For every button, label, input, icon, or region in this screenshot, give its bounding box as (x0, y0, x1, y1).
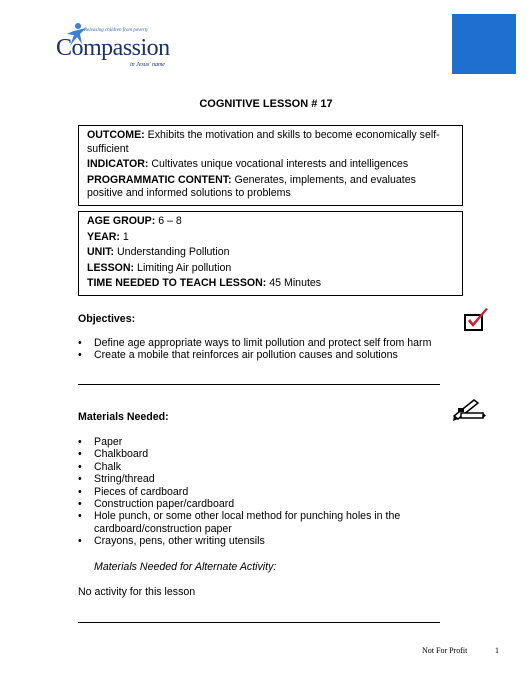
lesson-value: Limiting Air pollution (137, 261, 232, 274)
materials-heading: Materials Needed: (78, 411, 169, 423)
list-item: • Hole punch, or some other local method for punching holes in the cardboard/construction paper (78, 510, 423, 535)
list-item: • Crayons, pens, other writing utensils (78, 535, 423, 547)
list-item: • Create a mobile that reinforces air pollution causes and solutions (78, 349, 438, 361)
checkbox-check-icon (464, 308, 490, 332)
list-item: • Chalk (78, 461, 423, 473)
year-label: YEAR: (87, 230, 120, 243)
logo-tagline: Releasing children from poverty (84, 28, 149, 33)
outcome-text: Exhibits the motivation and skills to become economically self-sufficient (87, 129, 440, 155)
objectives-list (78, 337, 438, 362)
year-value: 1 (122, 230, 129, 243)
list-item: • Pieces of cardboard (78, 486, 423, 498)
pencil-crayon-icon (452, 398, 486, 422)
age-value: 6 – 8 (158, 215, 182, 227)
objectives-heading: Objectives: (78, 313, 136, 325)
alternate-materials-text: No activity for this lesson (78, 586, 196, 598)
content-text: Generates, implements, and evaluates positive and informed solutions to problems (87, 173, 416, 200)
time-label: TIME NEEDED TO TEACH LESSON: (87, 277, 267, 290)
age-label: AGE GROUP: (87, 215, 156, 227)
lesson-label: LESSON: (87, 261, 135, 274)
page-title: COGNITIVE LESSON # 17 (199, 98, 333, 110)
time-value: 45 Minutes (269, 277, 322, 290)
logo-wordmark: Compassion (56, 35, 170, 61)
footer-note: Not For Profit (422, 646, 468, 655)
list-item: • String/thread (78, 473, 423, 485)
alternate-materials-heading: Materials Needed for Alternate Activity: (94, 561, 277, 573)
list-item: • Chalkboard (78, 448, 423, 460)
unit-label: UNIT: (87, 246, 115, 259)
indicator-label: INDICATOR: (87, 158, 149, 171)
compassion-logo (56, 22, 170, 70)
section-divider (78, 384, 440, 385)
brand-color-block (452, 14, 516, 74)
outcome-box (78, 125, 463, 206)
list-item: • Define age appropriate ways to limit pollution and protect self from harm (78, 337, 438, 349)
section-divider (78, 622, 440, 623)
logo-subline: in Jesus' name (130, 62, 165, 68)
materials-list (78, 436, 423, 548)
page-number: 1 (495, 646, 499, 655)
content-label: PROGRAMMATIC CONTENT: (87, 173, 232, 186)
list-item: • Paper (78, 436, 423, 448)
unit-value: Understanding Pollution (117, 246, 230, 259)
lesson-info-box (78, 211, 463, 296)
list-item: • Construction paper/cardboard (78, 498, 423, 510)
outcome-label: OUTCOME: (87, 129, 145, 141)
indicator-text: Cultivates unique vocational interests and intelligences (151, 158, 409, 171)
